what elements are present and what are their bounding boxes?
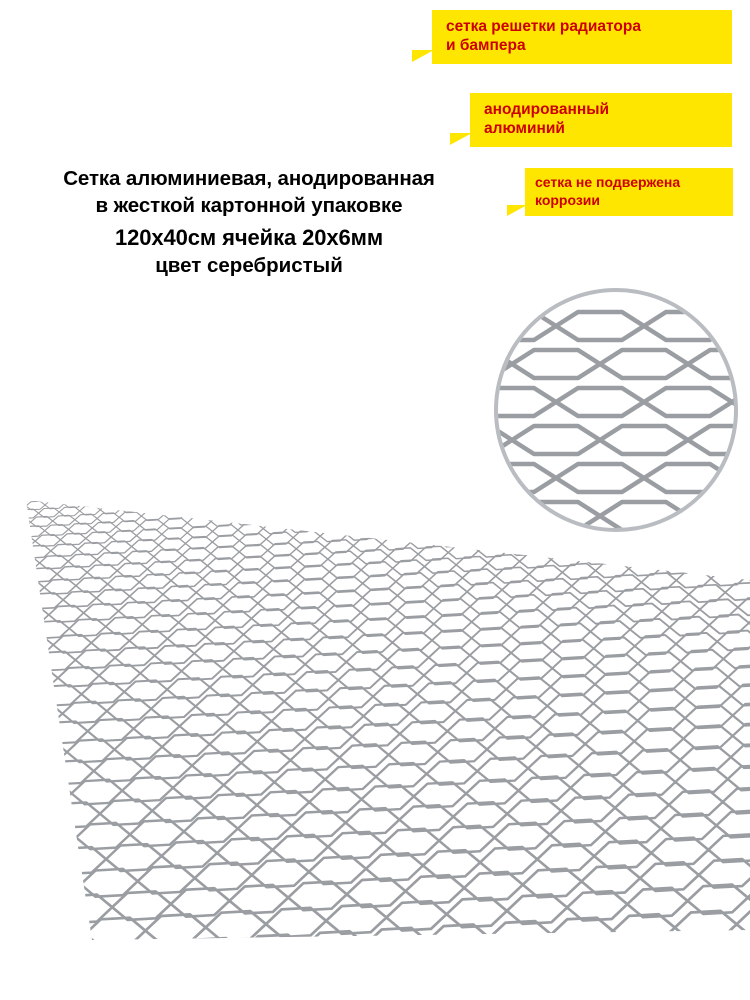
banner-corrosion-free: [525, 168, 733, 216]
banner-anodized-aluminium-tail: [450, 133, 472, 145]
product-title-line-2: в жесткой картонной упаковке: [95, 194, 403, 218]
banner-corrosion-free-tail: [507, 205, 527, 216]
aluminium-mesh-sheet: [0, 470, 750, 970]
aluminium-mesh-sheet-svg: [0, 470, 750, 970]
banner-anodized-aluminium: [470, 93, 732, 147]
banner-radiator-grille-line-1: сетка решетки радиатора: [446, 18, 641, 35]
banner-radiator-grille-line-2: и бампера: [446, 37, 526, 55]
product-color: цвет серебристый: [155, 254, 343, 278]
product-dimensions: 120х40см ячейка 20х6мм: [114, 225, 384, 251]
banner-corrosion-free-line-2: коррозии: [535, 191, 601, 208]
banner-radiator-grille-tail: [412, 50, 434, 62]
product-title-block: [14, 165, 484, 278]
banner-anodized-aluminium-line-2: алюминий: [484, 120, 565, 138]
product-title-line-1: Сетка алюминиевая, анодированная: [63, 167, 435, 190]
banner-radiator-grille: [432, 10, 732, 64]
banner-corrosion-free-line-1: сетка не подвержена: [535, 174, 681, 190]
banner-anodized-aluminium-line-1: анодированный: [484, 101, 609, 118]
